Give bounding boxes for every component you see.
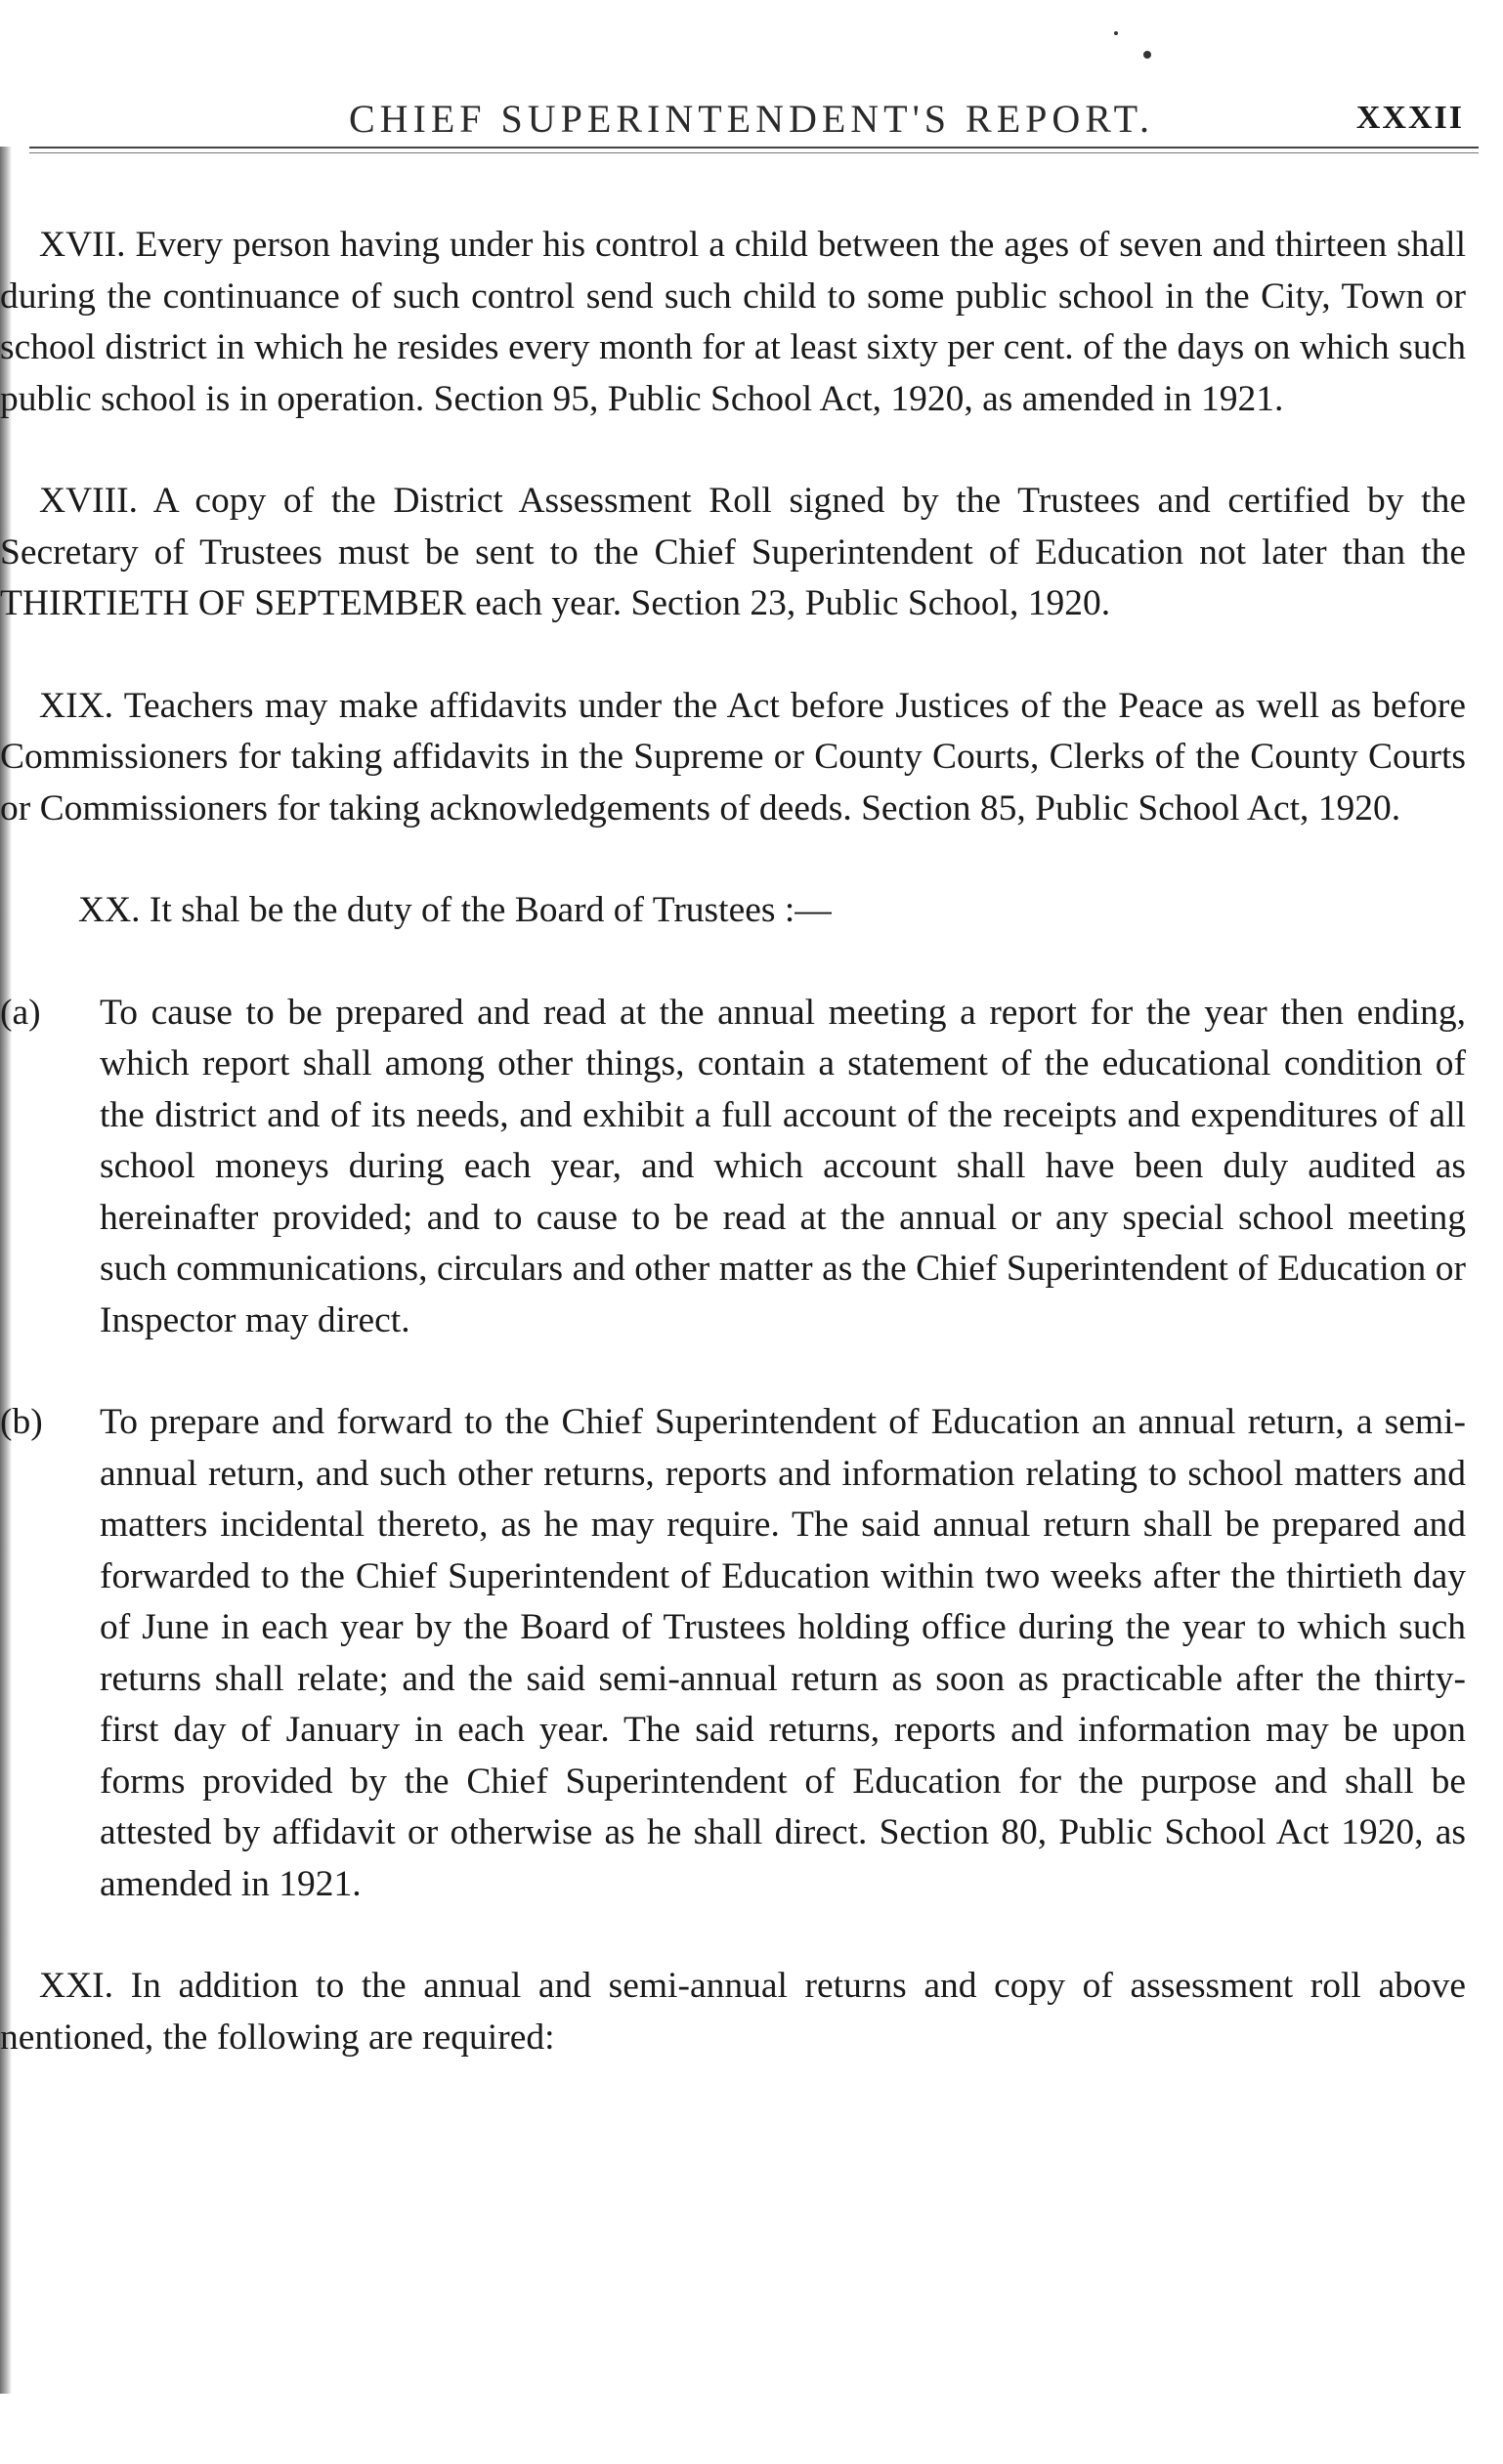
paragraph-xix: XIX. Teachers may make affidavits under the Act before Justices of the Peace as well as before Commissioners for taking affidavits in the Supreme or County Courts, Clerks of the County Courts or Commissioners for taking acknowledgements of deeds. Section 85, Public School Act, 1920. (0, 685, 1466, 828)
running-title: CHIEF SUPERINTENDENT'S REPORT. (348, 97, 1155, 141)
page-header (0, 88, 1503, 147)
list-item-label: (b) (0, 1402, 43, 1442)
page-number: XXXII (1355, 100, 1464, 136)
paragraph-xviii: XVIII. A copy of the District Assessment Roll signed by the Trustees and certified by the Secretary of Trustees must be sent to the Chief Superintendent of Education not later than the THIRTIETH OF SEPTEMBER each year. Section 23, Public School, 1920. (0, 481, 1466, 623)
paragraph-xx: XX. It shal be the duty of the Board of Trustees :— (78, 890, 832, 930)
list-item-label: (a) (0, 992, 41, 1033)
list-item-a (0, 988, 1466, 1347)
paragraph-xvii: XVII. Every person having under his control a child between the ages of seven and thirteen shall during the continuance of such control send such child to some public school in the City, Town or school district in which he resides every month for at least sixty per cent. of the days on which such public school is in operation. Section 95, Public School Act, 1920, as amended in 1921. (0, 225, 1466, 419)
list-item-text: To cause to be prepared and read at the annual meeting a report for the year then ending, which report shall among other things, contain a statement of the educational condition of the district and of its needs, and exhibit a full account of the receipts and expenditures of all school moneys during each year, and which account shall have been duly audited as hereinafter provided; and to cause to be read at the annual or any special school meeting such communications, circulars and other matter as the Chief Superintendent of Education or Inspector may direct. (100, 992, 1466, 1340)
paragraph-xxi: XXI. In addition to the annual and semi-annual returns and copy of assessment roll above nentioned, the following are required: (0, 1966, 1466, 2058)
stray-mark (1143, 51, 1151, 59)
list-item-b (0, 1397, 1466, 1910)
stray-mark (1114, 31, 1118, 35)
page-body (0, 220, 1466, 2114)
list-item-text: To prepare and forward to the Chief Superintendent of Education an annual return, a semi-annual return, and such other returns, reports and information relating to school matters and matters incidental thereto, as he may require. The said annual return shall be prepared and forwarded to the Chief Superintendent of Education within two weeks after the thirtieth day of June in each year by the Board of Trustees holding office during the year to which such returns shall relate; and the said semi-annual return as soon as practicable after the thirty-first day of January in each year. The said returns, reports and information may be upon forms provided by the Chief Superintendent of Education for the purpose and shall be attested by affidavit or otherwise as he shall direct. Section 80, Public School Act 1920, as amended in 1921. (100, 1402, 1466, 1904)
header-rule (29, 147, 1479, 149)
header-rule-thin (29, 152, 1479, 153)
